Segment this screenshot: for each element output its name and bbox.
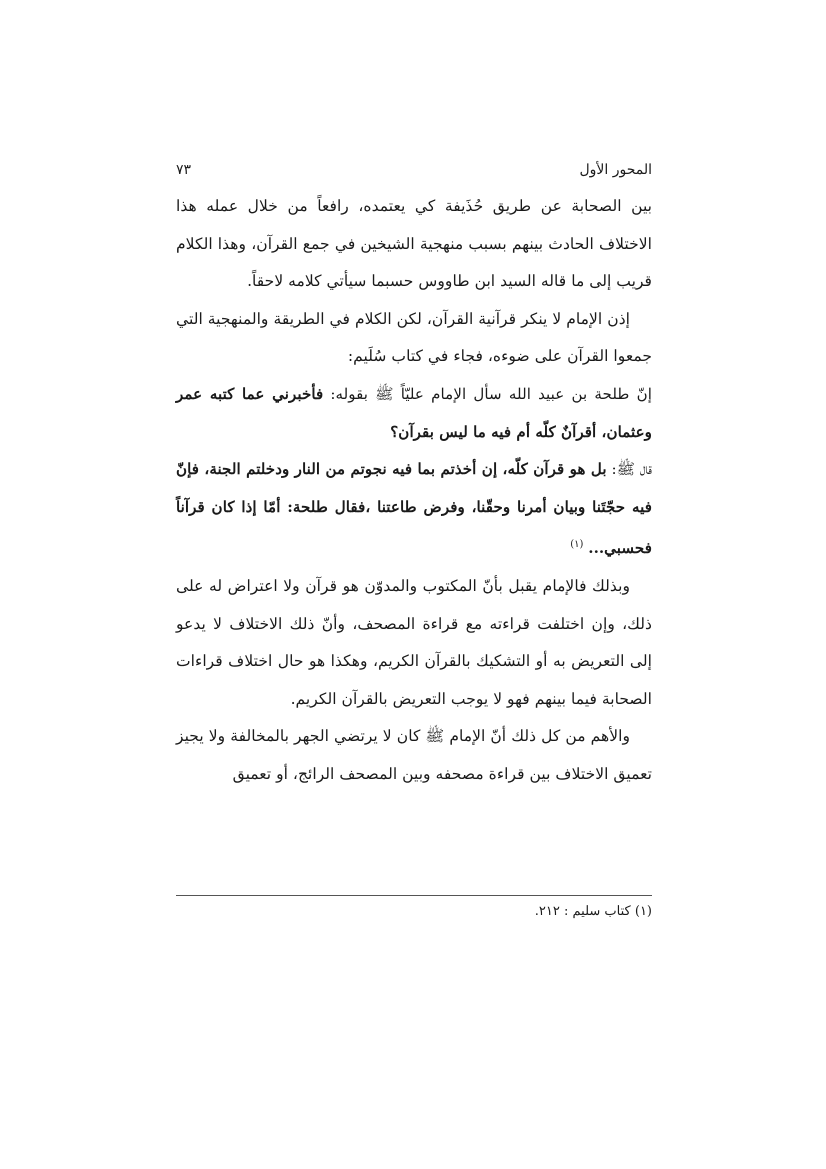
page-body (176, 160, 652, 794)
paragraph-2: إذن الإمام لا ينكر قرآنية القرآن، لكن الكلام في الطريقة والمنهجية التي جمعوا القرآن على ضوءه، فجاء في كتاب سُلَيم: (176, 309, 652, 366)
paragraph-4: والأهم من كل ذلك أنّ الإمام ﷺ كان لا يرتضي الجهر بالمخالفة ولا يجيز تعميق الاختلاف بين قراءة مصحفه وبين المصحف الرائج، أو تعميق (176, 727, 652, 783)
chapter-title: المحور الأول (579, 162, 652, 178)
quote-answer-text: بل هو قرآن كلّه، إن أخذتم بما فيه نجوتم من النار ودخلتم الجنة، فإنّ فيه حجّتَنا وبيان أمرنا وحقّنا، وفرض طاعتنا ،فقال طلحة: أمّا إذا كان قرآناً فحسبي... (176, 460, 652, 558)
running-header (176, 160, 652, 188)
quote-question-text: فأخبرني عما كتبه عمر وعثمان، أقرآنٌ كلّه أم فيه ما ليس بقرآن؟ (176, 384, 652, 441)
quote-question-intro: إنّ طلحة بن عبيد الله سأل الإمام عليّاً ﷺ بقوله: (323, 384, 652, 403)
quote-question (176, 376, 652, 451)
quote-answer-intro: قال ﷺ: (606, 460, 652, 479)
paragraph-3: وبذلك فالإمام يقبل بأنّ المكتوب والمدوّن هو قرآن ولا اعتراض له على ذلك، وإن اختلفت قراءته مع قراءة المصحف، وأنّ ذلك الاختلاف لا يدعو إلى التعريض به أو التشكيك بالقرآن الكريم، وهكذا هو حال اختلاف قراءات الصحابة فيما بينهم فهو لا يوجب التعريض بالقرآن الكريم. (176, 577, 652, 708)
footnote-divider (176, 895, 652, 896)
quote-answer (176, 451, 652, 568)
footnote-reference: (١) (570, 539, 584, 551)
footnote: (١) كتاب سليم : ٢١٢. (534, 904, 652, 919)
page-number: ٧٣ (176, 162, 192, 178)
paragraph-1: بين الصحابة عن طريق حُذَيفة كي يعتمده، رافعاً من خلال عمله هذا الاختلاف الحادث بينهم بسبب منهجية الشيخين في جمع القرآن، وهذا الكلام قريب إلى ما قاله السيد ابن طاووس حسبما سيأتي كلامه لاحقاً. (176, 197, 652, 291)
